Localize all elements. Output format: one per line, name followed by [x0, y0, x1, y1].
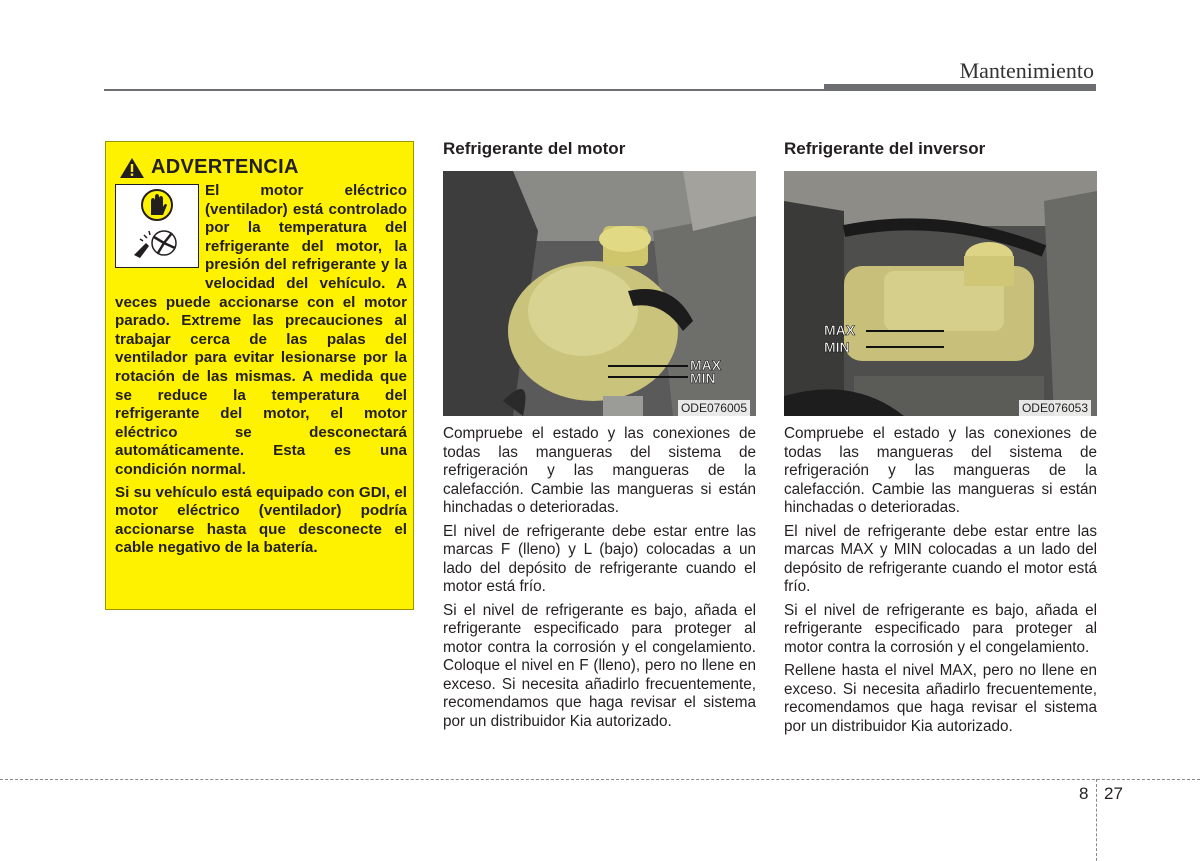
footer-divider [1096, 779, 1097, 861]
body-paragraph: Si el nivel de refrigerante es bajo, añada el refrigerante especificado para proteger al motor contra la corrosión y el congelamiento. [784, 601, 1097, 656]
warning-triangle-icon [119, 157, 145, 179]
body-paragraph: Si el nivel de refrigerante es bajo, añada el refrigerante especificado para proteger al motor contra la corrosión y el congelamiento. Coloque el nivel en F (lleno), pero no llene en exceso. Si necesita añadirlo frecuentemente, recomendamos que haga revisar el sistema por un distribuidor Kia autorizado. [443, 601, 756, 730]
figure-code: ODE076053 [1019, 400, 1091, 416]
max-label: MAX [824, 322, 856, 338]
page-header-title: Mantenimiento [959, 58, 1094, 83]
max-label: MAX [690, 357, 722, 373]
footer-rule [0, 779, 1200, 780]
section-engine-coolant [443, 138, 756, 736]
warning-text [115, 182, 407, 562]
min-label: MIN [824, 339, 850, 355]
body-paragraph: Compruebe el estado y las conexiones de todas las mangueras del sistema de refrigeración y las mangueras de la calefacción. Cambie las mangueras si están hinchadas o deterioradas. [443, 425, 756, 516]
chapter-number: 8 [1079, 784, 1089, 803]
warning-paragraph: El motor eléctrico (ventilador) está controlado por la temperatura del refrigerante del motor, la presión del refrigerante y la velocidad del vehículo. A veces puede accionarse con el motor parado. Extreme las precauciones al trabajar cerca de las palas del ventilador para evitar lesionarse por la rotación de las mismas. A medida que se reduce la temperatura del refrigerante del motor, el motor eléctrico se desconectará automáticamente. Esta es una condición normal. [115, 182, 407, 478]
body-paragraph: El nivel de refrigerante debe estar entre las marcas MAX y MIN colocadas a un lado del depósito de refrigerante cuando el motor está frío. [784, 522, 1097, 595]
warning-header [119, 156, 299, 179]
engine-coolant-photo [443, 171, 756, 416]
section-body [443, 425, 756, 731]
min-label: MIN [690, 370, 716, 386]
section-inverter-coolant [784, 138, 1097, 741]
body-paragraph: Compruebe el estado y las conexiones de todas las mangueras del sistema de refrigeración y las mangueras de la calefacción. Cambie las mangueras si están hinchadas o deterioradas. [784, 425, 1097, 516]
warning-title: ADVERTENCIA [151, 156, 299, 178]
warning-paragraph: Si su vehículo está equipado con GDI, el motor eléctrico (ventilador) podría accionarse hasta que desconecte el cable negativo de la batería. [115, 483, 408, 557]
section-heading: Refrigerante del motor [443, 139, 626, 158]
inverter-coolant-photo [784, 171, 1097, 416]
body-paragraph: Rellene hasta el nivel MAX, pero no llene en exceso. Si necesita añadirlo frecuentemente, recomendamos que haga revisar el sistema por un distribuidor Kia autorizado. [784, 662, 1097, 735]
figure-code: ODE076005 [678, 400, 750, 416]
body-paragraph: El nivel de refrigerante debe estar entre las marcas F (lleno) y L (bajo) colocadas a un lado del depósito de refrigerante cuando el motor está frío. [443, 522, 756, 595]
page-number: 27 [1104, 784, 1123, 803]
section-heading: Refrigerante del inversor [784, 139, 986, 158]
header-rule-accent [824, 84, 1096, 90]
warning-box [105, 141, 414, 610]
section-body [784, 425, 1097, 736]
